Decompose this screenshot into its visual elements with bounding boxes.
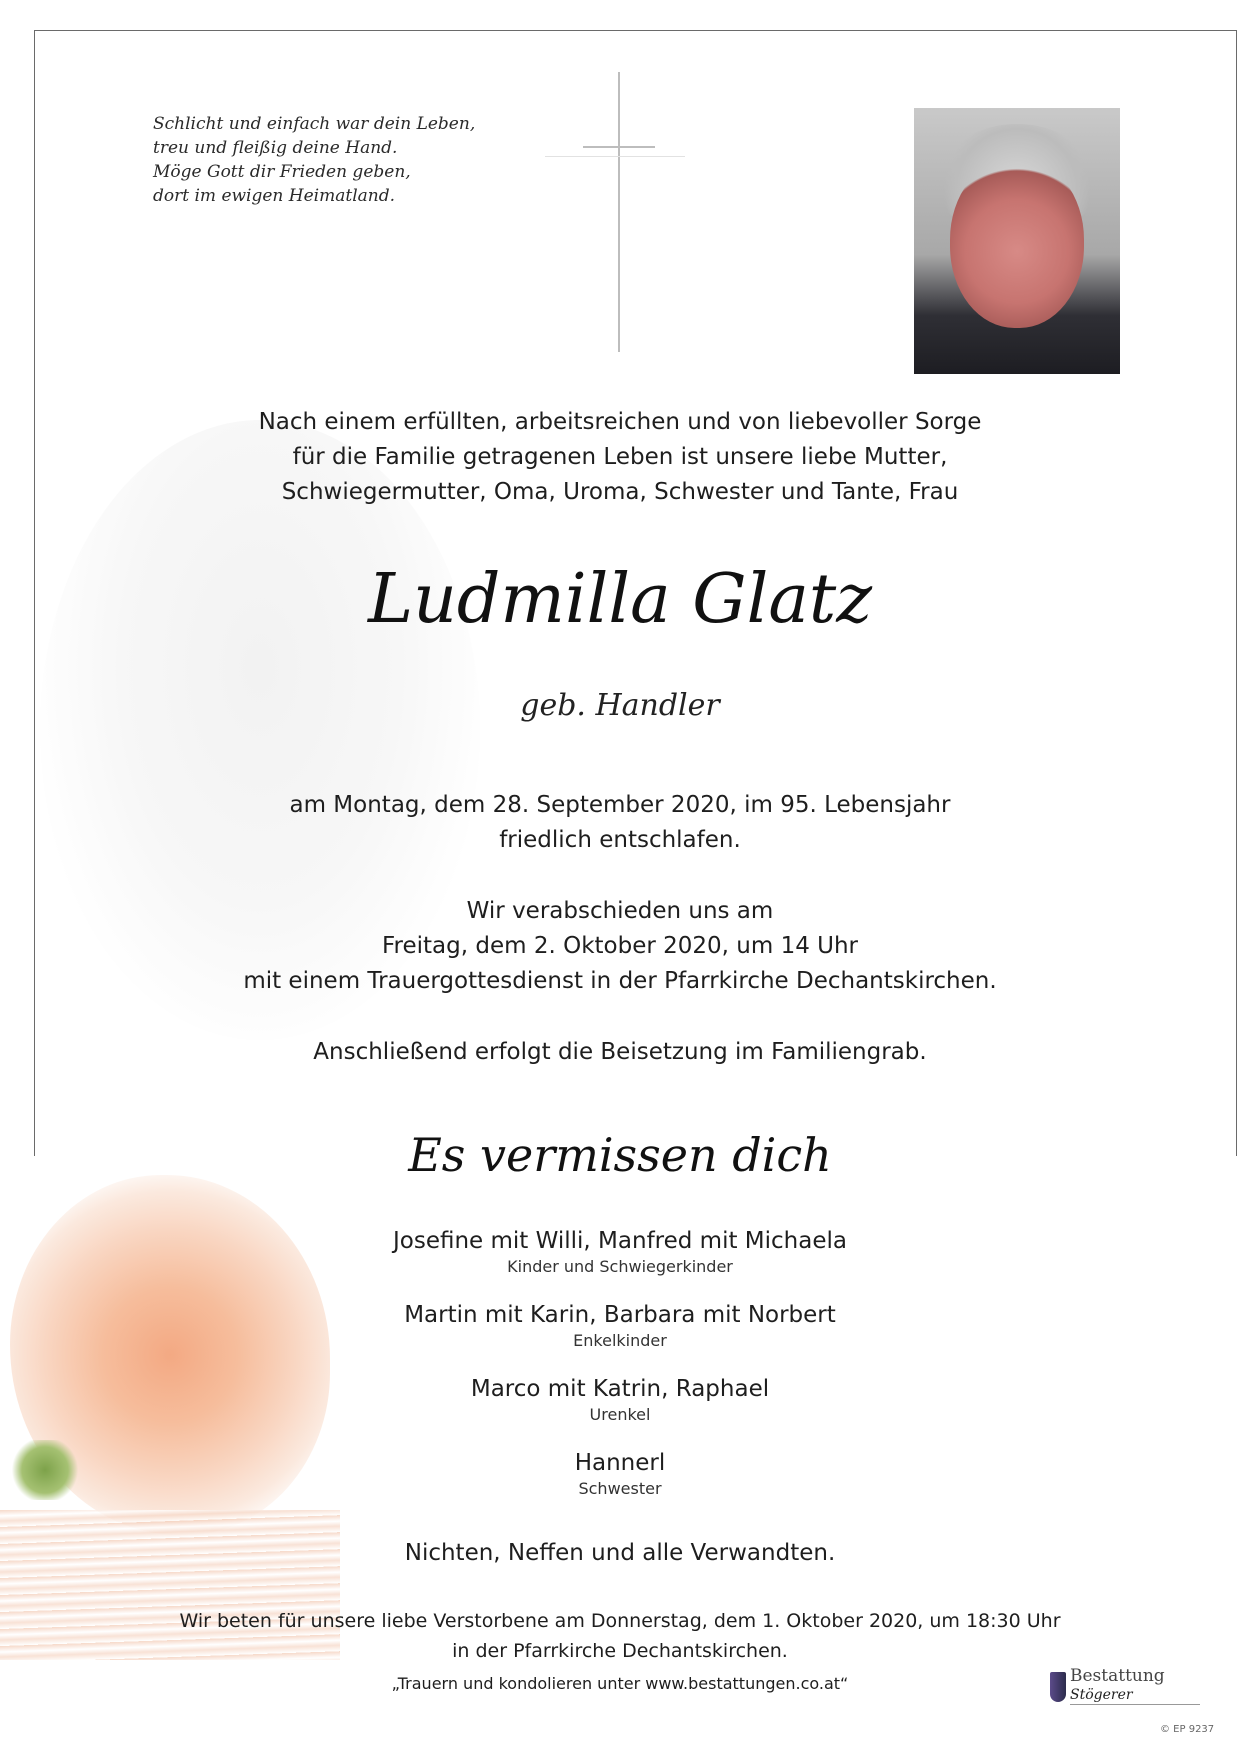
announcement-line: für die Familie getragenen Leben ist unsere liebe Mutter, (292, 444, 948, 470)
farewell-line: mit einem Trauergottesdienst in der Pfarrkirche Dechantskirchen. (243, 968, 997, 994)
portrait-face (950, 158, 1084, 328)
announcement-line: Nach einem erfüllten, arbeitsreichen und von liebevoller Sorge (258, 409, 982, 435)
mourner-relation: Urenkel (589, 1405, 651, 1424)
announcement-line: Schwiegermutter, Oma, Uroma, Schwester und Tante, Frau (281, 479, 959, 505)
rose-leaf-image (10, 1440, 80, 1500)
mourner-relation: Kinder und Schwiegerkinder (507, 1257, 733, 1276)
farewell-line: Wir verabschieden uns am (466, 898, 774, 924)
deceased-name: Ludmilla Glatz (367, 560, 873, 639)
announcement-text (150, 405, 1090, 510)
mourner-names: Josefine mit Willi, Manfred mit Michaela (393, 1228, 847, 1254)
death-line: friedlich entschlafen. (499, 827, 741, 853)
cross-icon-shadow (545, 156, 685, 157)
missed-heading: Es vermissen dich (408, 1128, 832, 1182)
portrait-photo (914, 108, 1120, 374)
mourner-names: Marco mit Katrin, Raphael (470, 1376, 770, 1402)
rosary-line: in der Pfarrkirche Dechantskirchen. (452, 1640, 788, 1662)
cross-icon-vertical (618, 72, 620, 352)
funeral-home-logo (1050, 1666, 1180, 1712)
logo-line-1: Bestattung (1070, 1666, 1165, 1686)
death-text (150, 788, 1090, 858)
mourner-names: Martin mit Karin, Barbara mit Norbert (404, 1302, 836, 1328)
burial-text: Anschließend erfolgt die Beisetzung im Familiengrab. (313, 1039, 927, 1065)
logo-underline (1070, 1704, 1200, 1705)
poem: Schlicht und einfach war dein Leben, treu und fleißig deine Hand. Möge Gott dir Frieden geben, dort im ewigen Heimatland. (153, 114, 476, 206)
logo-icon (1050, 1672, 1066, 1702)
mourner-relation: Schwester (578, 1479, 662, 1498)
mourner-relation: Enkelkinder (573, 1331, 667, 1350)
logo-line-2: Stögerer (1070, 1687, 1133, 1703)
maiden-name: geb. Handler (520, 688, 720, 723)
mourner-names: Hannerl (574, 1450, 666, 1476)
relatives-text: Nichten, Neffen und alle Verwandten. (404, 1540, 836, 1566)
condolence-text: „Trauern und kondolieren unter www.bestattungen.co.at“ (391, 1674, 849, 1693)
rosary-line: Wir beten für unsere liebe Verstorbene am Donnerstag, dem 1. Oktober 2020, um 18:30 Uhr (179, 1610, 1061, 1632)
death-line: am Montag, dem 28. September 2020, im 95. Lebensjahr (289, 792, 951, 818)
print-code: © EP 9237 (1160, 1724, 1215, 1735)
farewell-line: Freitag, dem 2. Oktober 2020, um 14 Uhr (381, 933, 859, 959)
farewell-text (150, 894, 1090, 999)
rosary-text (150, 1606, 1090, 1666)
cross-icon-horizontal (583, 146, 655, 148)
